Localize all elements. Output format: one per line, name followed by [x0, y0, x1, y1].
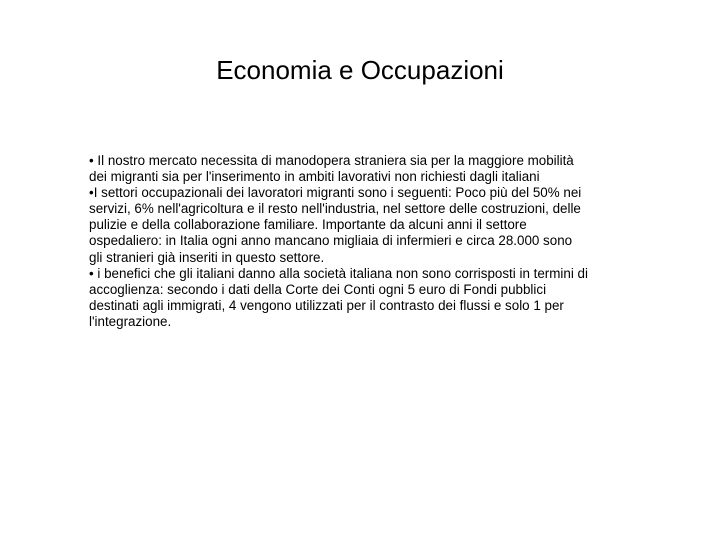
bullet-paragraph-3: • i benefici che gli italiani danno alla società italiana non sono corrisposti in termini di accoglienza: secondo i dati della Corte dei Conti ogni 5 euro di Fondi pubblici destinati agli immigrati, 4 vengono utilizzati per il contrasto dei flussi e solo 1 per l'integrazione. — [89, 265, 588, 329]
slide-body — [89, 153, 589, 330]
bullet-paragraph-2: •I settori occupazionali dei lavoratori migranti sono i seguenti: Poco più del 50% nei servizi, 6% nell'agricoltura e il resto nell'industria, nel settore delle costruzioni, delle pulizie e della collaborazione familiare. Importante da alcuni anni il settore ospedaliero: in Italia ogni anno mancano migliaia di infermieri e circa 28.000 sono gli stranieri già inseriti in questo settore. — [89, 185, 582, 265]
slide-title: Economia e Occupazioni — [216, 55, 504, 85]
bullet-paragraph-1: • Il nostro mercato necessita di manodopera straniera sia per la maggiore mobilità dei migranti sia per l'inserimento in ambiti lavorativi non richiesti dagli italiani — [89, 153, 574, 185]
